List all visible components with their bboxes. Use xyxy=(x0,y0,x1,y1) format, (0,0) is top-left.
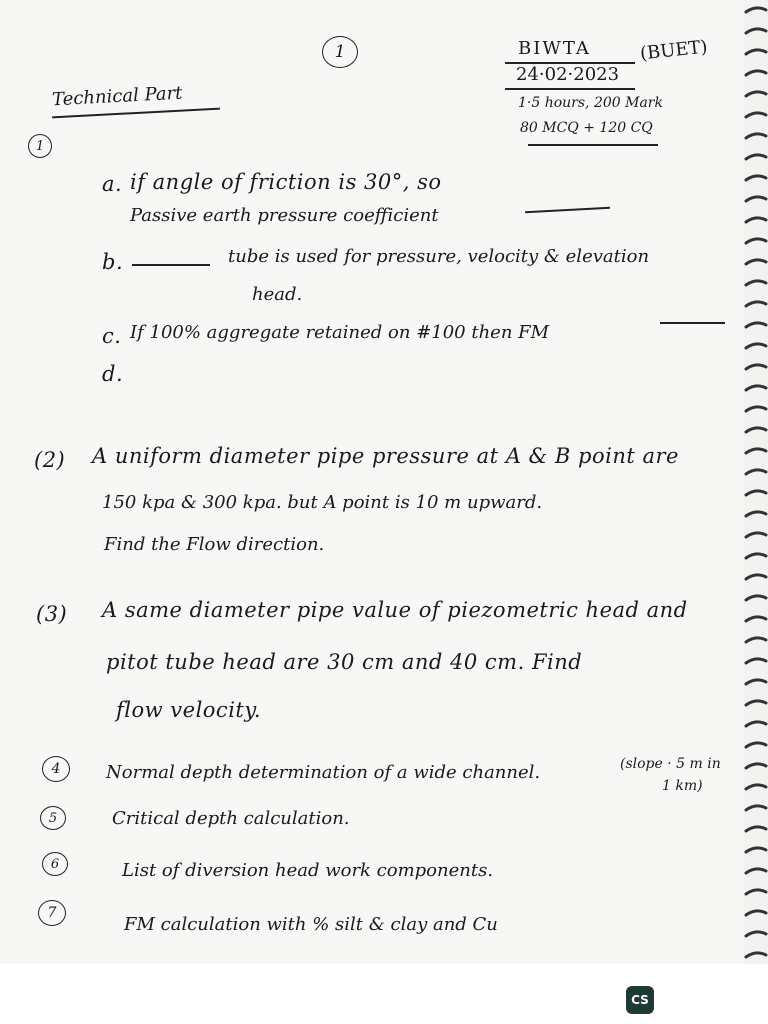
q1b-answer-blank xyxy=(132,264,210,266)
spiral-ring xyxy=(746,323,766,327)
spiral-binding xyxy=(744,0,768,964)
spiral-ring xyxy=(746,827,766,831)
q5-number: 5 xyxy=(48,810,58,826)
q1a-answer-blank xyxy=(525,207,610,213)
spiral-ring xyxy=(746,512,766,516)
spiral-ring xyxy=(746,29,766,33)
spiral-ring xyxy=(746,92,766,96)
spiral-ring xyxy=(746,302,766,306)
spiral-ring xyxy=(746,638,766,642)
section-title: Technical Part xyxy=(51,82,183,111)
spiral-ring xyxy=(746,680,766,684)
q1b-label: b. xyxy=(102,250,124,274)
spiral-ring xyxy=(746,71,766,75)
spiral-ring xyxy=(746,953,766,957)
spiral-ring xyxy=(746,806,766,810)
q5-text: Critical depth calculation. xyxy=(112,808,350,829)
q1d-label: d. xyxy=(102,362,124,386)
q6-number: 6 xyxy=(50,856,60,872)
spiral-ring xyxy=(746,869,766,873)
q5-number-circle xyxy=(40,806,66,830)
header-format: 80 MCQ + 120 CQ xyxy=(520,120,653,136)
spiral-ring xyxy=(746,365,766,369)
spiral-ring xyxy=(746,764,766,768)
q4-text: Normal depth determination of a wide channel. xyxy=(106,762,541,783)
q6-text: List of diversion head work components. xyxy=(122,860,494,881)
q2-line2: 150 kpa & 300 kpa. but A point is 10 m upward. xyxy=(102,492,543,513)
spiral-ring xyxy=(746,743,766,747)
q3-line2: pitot tube head are 30 cm and 40 cm. Find xyxy=(106,650,583,674)
q6-number-circle xyxy=(42,852,68,876)
q1b-line1: tube is used for pressure, velocity & elevation xyxy=(228,246,650,267)
spiral-ring xyxy=(746,8,766,12)
header-rule-2 xyxy=(505,88,635,90)
spiral-ring xyxy=(746,533,766,537)
q4-number: 4 xyxy=(51,761,61,777)
spiral-ring xyxy=(746,428,766,432)
spiral-ring xyxy=(746,218,766,222)
header-institute: (BUET) xyxy=(639,36,709,65)
spiral-ring xyxy=(746,50,766,54)
cs-logo-icon xyxy=(626,986,654,1014)
q4-note-line2: 1 km) xyxy=(662,778,703,794)
spiral-ring xyxy=(746,113,766,117)
header-date: 24·02·2023 xyxy=(516,64,620,85)
spiral-ring xyxy=(746,134,766,138)
spiral-ring xyxy=(746,722,766,726)
spiral-ring xyxy=(746,281,766,285)
spiral-ring xyxy=(746,554,766,558)
q4-number-circle xyxy=(42,756,70,782)
spiral-ring xyxy=(746,617,766,621)
q1c-text: If 100% aggregate retained on #100 then FM xyxy=(130,322,550,343)
q3-line1: A same diameter pipe value of piezometric head and xyxy=(102,598,688,622)
spiral-ring xyxy=(746,260,766,264)
q1a-line2: Passive earth pressure coefficient xyxy=(130,205,439,226)
spiral-ring xyxy=(746,701,766,705)
q2-number: (2) xyxy=(34,448,66,472)
spiral-ring xyxy=(746,239,766,243)
header-rule-3 xyxy=(528,144,658,146)
q7-number: 7 xyxy=(47,905,57,921)
spiral-ring xyxy=(746,890,766,894)
page-number-circle xyxy=(322,36,358,68)
spiral-ring xyxy=(746,197,766,201)
spiral-ring xyxy=(746,596,766,600)
q1b-line2: head. xyxy=(252,284,303,305)
spiral-ring xyxy=(746,470,766,474)
q2-line1: A uniform diameter pipe pressure at A & B point are xyxy=(92,444,679,468)
q7-text: FM calculation with % silt & clay and Cu xyxy=(124,914,498,935)
spiral-ring xyxy=(746,848,766,852)
q4-note-line1: (slope · 5 m in xyxy=(620,756,721,772)
page-number: 1 xyxy=(334,42,346,62)
q1-number-circle xyxy=(28,134,52,158)
q1a-label: a. xyxy=(102,172,123,196)
spiral-ring xyxy=(746,659,766,663)
spiral-ring xyxy=(746,575,766,579)
spiral-ring xyxy=(746,407,766,411)
spiral-ring xyxy=(746,155,766,159)
section-title-underline xyxy=(52,108,220,118)
q1c-answer-blank xyxy=(660,322,725,324)
spiral-ring xyxy=(746,911,766,915)
spiral-ring xyxy=(746,344,766,348)
cs-logo-text: CS xyxy=(631,993,649,1007)
q1-number: 1 xyxy=(35,138,45,154)
q1a-line1: if angle of friction is 30°, so xyxy=(130,170,442,194)
header-duration-marks: 1·5 hours, 200 Mark xyxy=(518,95,663,111)
q1c-label: c. xyxy=(102,324,122,348)
q3-line3: flow velocity. xyxy=(116,698,262,722)
q7-number-circle xyxy=(38,900,66,926)
spiral-ring xyxy=(746,386,766,390)
spiral-ring xyxy=(746,449,766,453)
spiral-ring xyxy=(746,785,766,789)
q3-number: (3) xyxy=(36,602,68,626)
header-org: BIWTA xyxy=(518,38,591,59)
spiral-ring xyxy=(746,932,766,936)
q2-line3: Find the Flow direction. xyxy=(104,534,325,555)
spiral-ring xyxy=(746,176,766,180)
spiral-ring xyxy=(746,491,766,495)
